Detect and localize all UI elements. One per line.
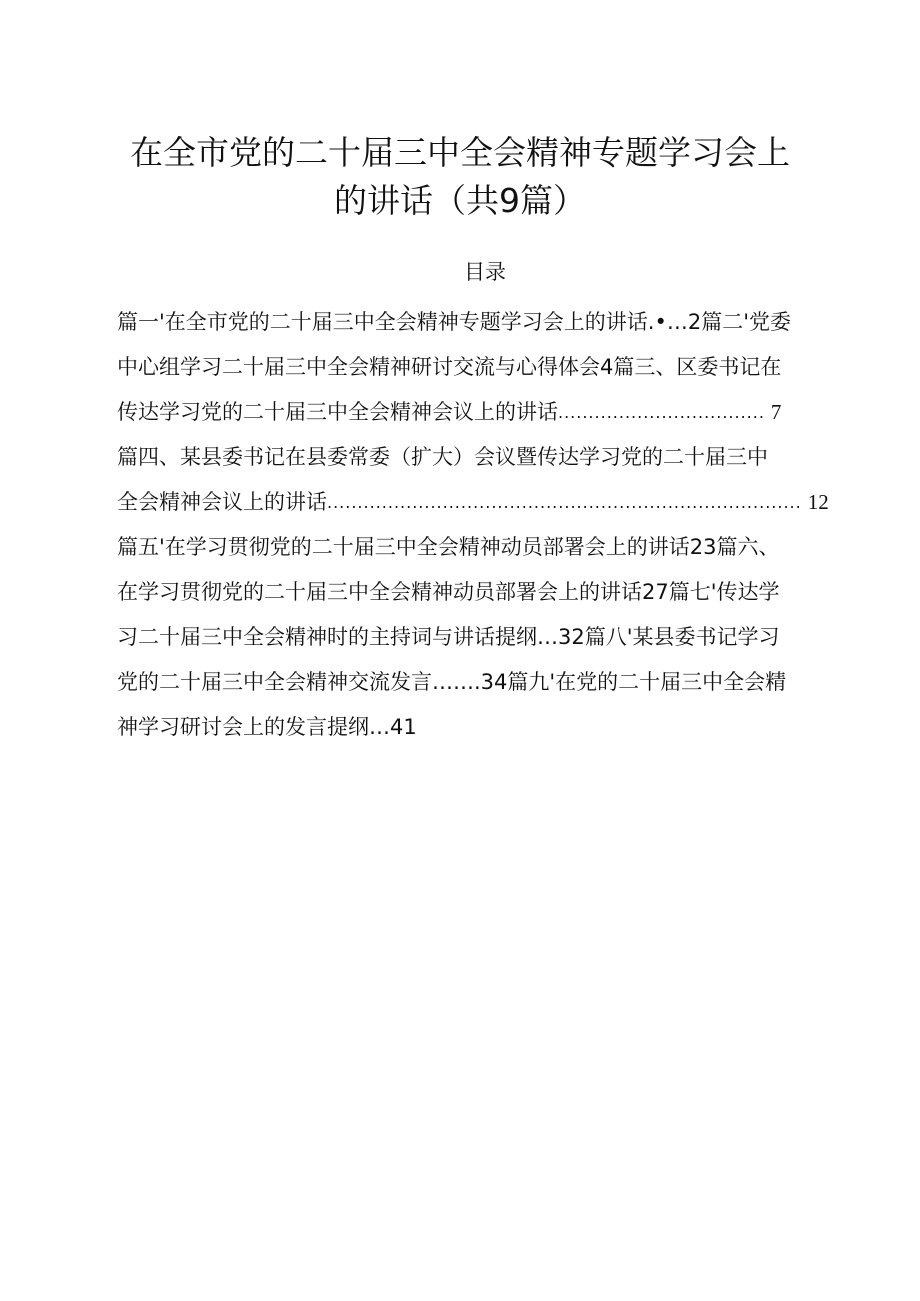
toc-line-text: 神学习研讨会上的发言提纲…41 [117, 715, 417, 739]
toc-line [117, 570, 857, 615]
table-of-contents [117, 300, 857, 750]
toc-line [117, 660, 857, 705]
toc-dot-leader: .............................................................................. [327, 493, 802, 512]
toc-page-number: 12 [807, 490, 829, 514]
toc-line [117, 705, 857, 750]
toc-line [117, 300, 857, 345]
toc-line-text: 全会精神会议上的讲话 [117, 490, 327, 514]
toc-line [117, 615, 857, 660]
document-title-line-1: 在全市党的二十届三中全会精神专题学习会上 [130, 133, 790, 172]
toc-line-text: 篇四、某县委书记在县委常委（扩大）会议暨传达学习党的二十届三中 [117, 445, 768, 469]
toc-line [117, 435, 857, 480]
toc-page-number: 7 [770, 400, 782, 424]
toc-line-text: 篇一'在全市党的二十届三中全会精神专题学习会上的讲话.•…2篇二'党委 [117, 310, 791, 334]
toc-line [117, 390, 857, 435]
toc-heading: 目录 [464, 260, 506, 284]
toc-dot-leader: .................................. [558, 403, 765, 422]
toc-line [117, 480, 857, 525]
toc-line [117, 525, 857, 570]
toc-line-text: 篇五'在学习贯彻党的二十届三中全会精神动员部署会上的讲话23篇六、 [117, 535, 780, 559]
toc-line-text: 传达学习党的二十届三中全会精神会议上的讲话 [117, 400, 558, 424]
toc-line-text: 中心组学习二十届三中全会精神研讨交流与心得体会4篇三、区委书记在 [117, 355, 782, 379]
toc-line-text: 习二十届三中全会精神时的主持词与讲话提纲…32篇八'某县委书记学习 [117, 625, 780, 649]
toc-line [117, 345, 857, 390]
toc-line-text: 在学习贯彻党的二十届三中全会精神动员部署会上的讲话27篇七'传达学 [117, 580, 780, 604]
toc-line-text: 党的二十届三中全会精神交流发言…….34篇九'在党的二十届三中全会精 [117, 670, 787, 694]
document-title-line-2: 的讲话（共9篇） [334, 181, 586, 220]
